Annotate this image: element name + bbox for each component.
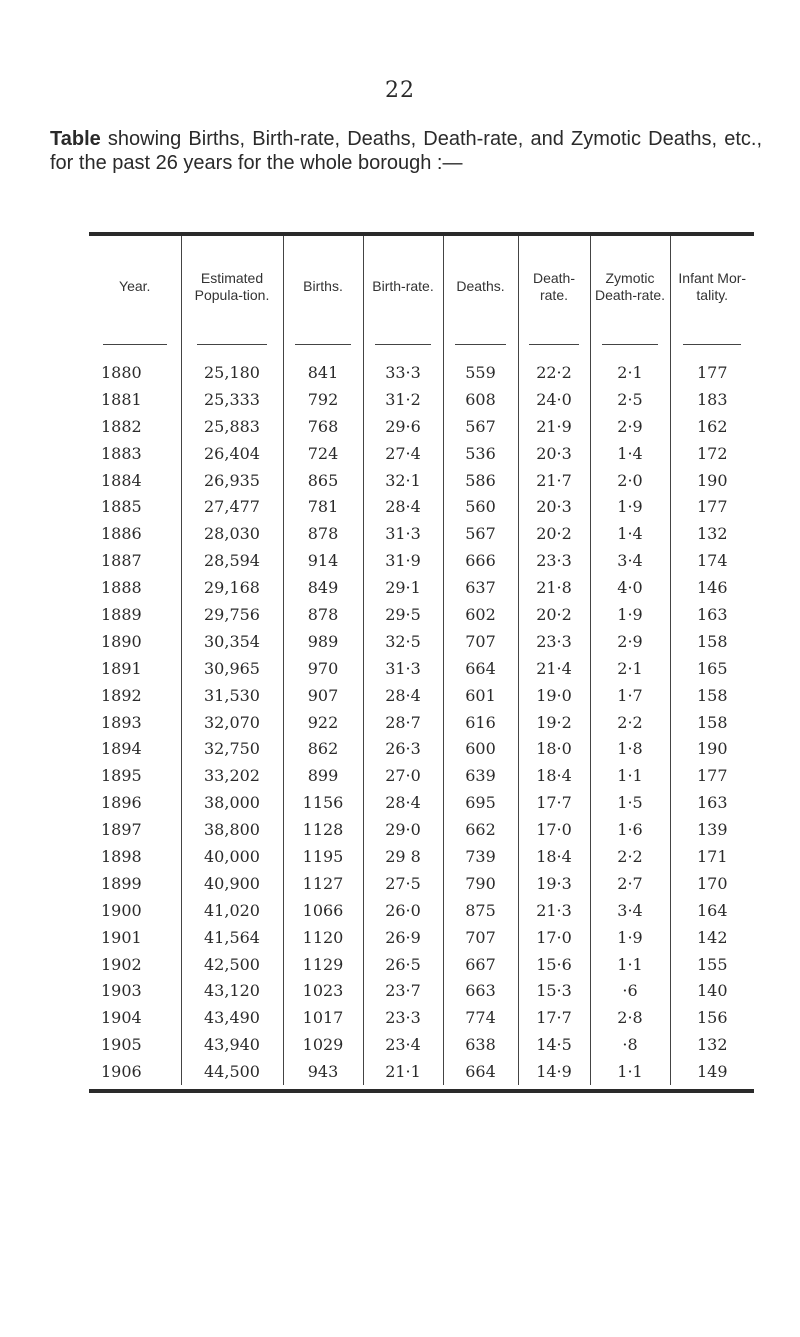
cell-deaths: 601 bbox=[443, 682, 518, 709]
table-bottom-rule bbox=[89, 1089, 754, 1093]
cell-zymotic-death-rate: ·6 bbox=[590, 977, 670, 1004]
cell-death-rate: 17·7 bbox=[518, 1004, 590, 1031]
cell-infant-mortality: 140 bbox=[670, 977, 754, 1004]
cell-births: 849 bbox=[283, 574, 363, 601]
cell-zymotic-death-rate: 2·2 bbox=[590, 709, 670, 736]
cell-year: 1884 bbox=[101, 470, 142, 490]
table-row bbox=[89, 413, 754, 440]
cell-death-rate: 20·3 bbox=[518, 493, 590, 520]
cell-population: 25,180 bbox=[181, 359, 283, 386]
cell-births: 1029 bbox=[283, 1031, 363, 1058]
cell-infant-mortality: 163 bbox=[670, 789, 754, 816]
cell-year: 1885 bbox=[101, 497, 142, 517]
cell-births: 943 bbox=[283, 1058, 363, 1085]
cell-year: 1895 bbox=[101, 766, 142, 786]
table-row bbox=[89, 897, 754, 924]
cell-zymotic-death-rate: 2·7 bbox=[590, 870, 670, 897]
header-death-rate: Death-rate. bbox=[518, 236, 590, 337]
cell-births: 970 bbox=[283, 655, 363, 682]
cell-year: 1899 bbox=[101, 873, 142, 893]
cell-births: 768 bbox=[283, 413, 363, 440]
table-row bbox=[89, 359, 754, 386]
cell-population: 41,564 bbox=[181, 924, 283, 951]
cell-death-rate: 18·4 bbox=[518, 762, 590, 789]
cell-births: 1127 bbox=[283, 870, 363, 897]
cell-zymotic-death-rate: 2·1 bbox=[590, 359, 670, 386]
cell-births: 878 bbox=[283, 520, 363, 547]
cell-zymotic-death-rate: 1·9 bbox=[590, 601, 670, 628]
cell-year: 1901 bbox=[101, 927, 142, 947]
header-underline bbox=[375, 344, 430, 345]
cell-infant-mortality: 177 bbox=[670, 762, 754, 789]
table-row bbox=[89, 547, 754, 574]
cell-zymotic-death-rate: 1·1 bbox=[590, 951, 670, 978]
table-row bbox=[89, 1031, 754, 1058]
cell-zymotic-death-rate: 1·5 bbox=[590, 789, 670, 816]
cell-death-rate: 23·3 bbox=[518, 547, 590, 574]
cell-infant-mortality: 164 bbox=[670, 897, 754, 924]
cell-population: 25,883 bbox=[181, 413, 283, 440]
cell-zymotic-death-rate: 1·1 bbox=[590, 762, 670, 789]
cell-births: 1129 bbox=[283, 951, 363, 978]
cell-year: 1896 bbox=[101, 793, 142, 813]
table-row bbox=[89, 467, 754, 494]
header-underline bbox=[455, 344, 507, 345]
header-underline bbox=[197, 344, 268, 345]
cell-infant-mortality: 183 bbox=[670, 386, 754, 413]
cell-infant-mortality: 132 bbox=[670, 1031, 754, 1058]
cell-deaths: 695 bbox=[443, 789, 518, 816]
cell-births: 1195 bbox=[283, 843, 363, 870]
cell-deaths: 663 bbox=[443, 977, 518, 1004]
cell-infant-mortality: 165 bbox=[670, 655, 754, 682]
header-underline bbox=[683, 344, 741, 345]
cell-infant-mortality: 177 bbox=[670, 359, 754, 386]
cell-deaths: 616 bbox=[443, 709, 518, 736]
cell-deaths: 662 bbox=[443, 816, 518, 843]
cell-year: 1883 bbox=[101, 443, 142, 463]
cell-population: 43,940 bbox=[181, 1031, 283, 1058]
cell-year: 1904 bbox=[101, 1008, 142, 1028]
cell-birth-rate: 28·4 bbox=[363, 493, 443, 520]
cell-population: 30,965 bbox=[181, 655, 283, 682]
cell-zymotic-death-rate: 4·0 bbox=[590, 574, 670, 601]
cell-births: 1023 bbox=[283, 977, 363, 1004]
cell-deaths: 586 bbox=[443, 467, 518, 494]
cell-infant-mortality: 162 bbox=[670, 413, 754, 440]
cell-year: 1900 bbox=[101, 900, 142, 920]
cell-death-rate: 21·9 bbox=[518, 413, 590, 440]
cell-deaths: 608 bbox=[443, 386, 518, 413]
cell-birth-rate: 23·3 bbox=[363, 1004, 443, 1031]
page-number: 22 bbox=[385, 78, 415, 103]
cell-deaths: 707 bbox=[443, 924, 518, 951]
cell-population: 38,000 bbox=[181, 789, 283, 816]
cell-year: 1881 bbox=[101, 389, 142, 409]
cell-birth-rate: 31·9 bbox=[363, 547, 443, 574]
cell-zymotic-death-rate: 1·9 bbox=[590, 924, 670, 951]
cell-deaths: 790 bbox=[443, 870, 518, 897]
cell-deaths: 536 bbox=[443, 440, 518, 467]
cell-birth-rate: 26·3 bbox=[363, 735, 443, 762]
cell-population: 42,500 bbox=[181, 951, 283, 978]
header-underline bbox=[602, 344, 657, 345]
cell-deaths: 560 bbox=[443, 493, 518, 520]
cell-births: 1017 bbox=[283, 1004, 363, 1031]
cell-deaths: 602 bbox=[443, 601, 518, 628]
cell-death-rate: 17·0 bbox=[518, 924, 590, 951]
table-row bbox=[89, 762, 754, 789]
cell-population: 30,354 bbox=[181, 628, 283, 655]
header-underline bbox=[103, 344, 167, 345]
cell-year: 1889 bbox=[101, 604, 142, 624]
cell-population: 27,477 bbox=[181, 493, 283, 520]
cell-population: 44,500 bbox=[181, 1058, 283, 1085]
cell-deaths: 559 bbox=[443, 359, 518, 386]
cell-birth-rate: 27·5 bbox=[363, 870, 443, 897]
cell-zymotic-death-rate: 3·4 bbox=[590, 897, 670, 924]
cell-death-rate: 21·7 bbox=[518, 467, 590, 494]
cell-birth-rate: 31·2 bbox=[363, 386, 443, 413]
cell-births: 1156 bbox=[283, 789, 363, 816]
cell-deaths: 567 bbox=[443, 520, 518, 547]
table-body bbox=[89, 359, 754, 1085]
cell-birth-rate: 26·9 bbox=[363, 924, 443, 951]
table-row bbox=[89, 1058, 754, 1085]
cell-deaths: 667 bbox=[443, 951, 518, 978]
cell-deaths: 666 bbox=[443, 547, 518, 574]
cell-population: 32,070 bbox=[181, 709, 283, 736]
cell-births: 724 bbox=[283, 440, 363, 467]
cell-infant-mortality: 132 bbox=[670, 520, 754, 547]
cell-population: 29,168 bbox=[181, 574, 283, 601]
cell-deaths: 638 bbox=[443, 1031, 518, 1058]
cell-population: 40,000 bbox=[181, 843, 283, 870]
cell-year: 1905 bbox=[101, 1035, 142, 1055]
cell-death-rate: 17·7 bbox=[518, 789, 590, 816]
table-row bbox=[89, 574, 754, 601]
header-zymotic-death-rate: Zymotic Death-rate. bbox=[590, 236, 670, 337]
caption-lead: Table bbox=[50, 128, 101, 150]
table-row bbox=[89, 843, 754, 870]
cell-birth-rate: 29·6 bbox=[363, 413, 443, 440]
table-row bbox=[89, 870, 754, 897]
header-underline bbox=[529, 344, 579, 345]
header-deaths: Deaths. bbox=[443, 236, 518, 337]
cell-zymotic-death-rate: 2·0 bbox=[590, 467, 670, 494]
cell-deaths: 637 bbox=[443, 574, 518, 601]
table-caption bbox=[50, 127, 762, 175]
cell-births: 922 bbox=[283, 709, 363, 736]
cell-zymotic-death-rate: 1·7 bbox=[590, 682, 670, 709]
cell-births: 1120 bbox=[283, 924, 363, 951]
cell-birth-rate: 28·4 bbox=[363, 682, 443, 709]
cell-population: 28,594 bbox=[181, 547, 283, 574]
table-row bbox=[89, 682, 754, 709]
cell-infant-mortality: 190 bbox=[670, 735, 754, 762]
cell-year: 1902 bbox=[101, 954, 142, 974]
cell-birth-rate: 27·4 bbox=[363, 440, 443, 467]
table-row bbox=[89, 1004, 754, 1031]
table-row bbox=[89, 924, 754, 951]
cell-infant-mortality: 171 bbox=[670, 843, 754, 870]
cell-population: 32,750 bbox=[181, 735, 283, 762]
cell-death-rate: 15·6 bbox=[518, 951, 590, 978]
cell-infant-mortality: 139 bbox=[670, 816, 754, 843]
cell-births: 1128 bbox=[283, 816, 363, 843]
table-row bbox=[89, 709, 754, 736]
cell-births: 781 bbox=[283, 493, 363, 520]
cell-population: 29,756 bbox=[181, 601, 283, 628]
cell-infant-mortality: 155 bbox=[670, 951, 754, 978]
cell-births: 878 bbox=[283, 601, 363, 628]
cell-birth-rate: 29 8 bbox=[363, 843, 443, 870]
header-underline-row bbox=[89, 337, 754, 359]
cell-birth-rate: 31·3 bbox=[363, 520, 443, 547]
cell-birth-rate: 33·3 bbox=[363, 359, 443, 386]
statistics-grid bbox=[89, 236, 754, 1085]
cell-death-rate: 20·2 bbox=[518, 520, 590, 547]
table-row bbox=[89, 493, 754, 520]
cell-death-rate: 14·5 bbox=[518, 1031, 590, 1058]
cell-birth-rate: 28·7 bbox=[363, 709, 443, 736]
cell-birth-rate: 29·1 bbox=[363, 574, 443, 601]
cell-population: 26,404 bbox=[181, 440, 283, 467]
cell-population: 43,120 bbox=[181, 977, 283, 1004]
table-row bbox=[89, 386, 754, 413]
cell-population: 28,030 bbox=[181, 520, 283, 547]
cell-zymotic-death-rate: 2·9 bbox=[590, 413, 670, 440]
cell-year: 1891 bbox=[101, 658, 142, 678]
cell-birth-rate: 28·4 bbox=[363, 789, 443, 816]
cell-death-rate: 19·3 bbox=[518, 870, 590, 897]
cell-births: 862 bbox=[283, 735, 363, 762]
cell-death-rate: 21·3 bbox=[518, 897, 590, 924]
cell-zymotic-death-rate: 1·6 bbox=[590, 816, 670, 843]
header-birth-rate: Birth-rate. bbox=[363, 236, 443, 337]
cell-births: 1066 bbox=[283, 897, 363, 924]
header-population: Estimated Popula-tion. bbox=[181, 236, 283, 337]
cell-deaths: 664 bbox=[443, 655, 518, 682]
cell-population: 41,020 bbox=[181, 897, 283, 924]
cell-deaths: 664 bbox=[443, 1058, 518, 1085]
cell-death-rate: 23·3 bbox=[518, 628, 590, 655]
cell-year: 1903 bbox=[101, 981, 142, 1001]
cell-year: 1892 bbox=[101, 685, 142, 705]
cell-zymotic-death-rate: 1·9 bbox=[590, 493, 670, 520]
cell-infant-mortality: 190 bbox=[670, 467, 754, 494]
cell-infant-mortality: 146 bbox=[670, 574, 754, 601]
cell-birth-rate: 29·5 bbox=[363, 601, 443, 628]
cell-births: 841 bbox=[283, 359, 363, 386]
cell-zymotic-death-rate: 1·1 bbox=[590, 1058, 670, 1085]
cell-zymotic-death-rate: 2·8 bbox=[590, 1004, 670, 1031]
cell-zymotic-death-rate: 2·2 bbox=[590, 843, 670, 870]
table-row bbox=[89, 628, 754, 655]
cell-deaths: 707 bbox=[443, 628, 518, 655]
cell-birth-rate: 26·5 bbox=[363, 951, 443, 978]
table-row bbox=[89, 735, 754, 762]
cell-zymotic-death-rate: ·8 bbox=[590, 1031, 670, 1058]
cell-death-rate: 19·2 bbox=[518, 709, 590, 736]
cell-zymotic-death-rate: 1·4 bbox=[590, 440, 670, 467]
cell-infant-mortality: 149 bbox=[670, 1058, 754, 1085]
cell-death-rate: 15·3 bbox=[518, 977, 590, 1004]
cell-year: 1906 bbox=[101, 1062, 142, 1082]
cell-deaths: 600 bbox=[443, 735, 518, 762]
cell-birth-rate: 32·1 bbox=[363, 467, 443, 494]
caption-text: showing Births, Birth-rate, Deaths, Death-rate, and Zymotic Deaths, etc., for the past 26 years for the whole borough :— bbox=[50, 128, 762, 174]
cell-infant-mortality: 156 bbox=[670, 1004, 754, 1031]
cell-population: 26,935 bbox=[181, 467, 283, 494]
header-year: Year. bbox=[119, 278, 151, 294]
cell-population: 31,530 bbox=[181, 682, 283, 709]
cell-population: 43,490 bbox=[181, 1004, 283, 1031]
cell-births: 989 bbox=[283, 628, 363, 655]
cell-zymotic-death-rate: 2·9 bbox=[590, 628, 670, 655]
cell-birth-rate: 23·4 bbox=[363, 1031, 443, 1058]
cell-infant-mortality: 174 bbox=[670, 547, 754, 574]
cell-population: 40,900 bbox=[181, 870, 283, 897]
cell-population: 38,800 bbox=[181, 816, 283, 843]
cell-birth-rate: 21·1 bbox=[363, 1058, 443, 1085]
table-row bbox=[89, 520, 754, 547]
cell-deaths: 875 bbox=[443, 897, 518, 924]
cell-infant-mortality: 158 bbox=[670, 628, 754, 655]
header-underline bbox=[295, 344, 350, 345]
header-row bbox=[89, 236, 754, 337]
cell-deaths: 774 bbox=[443, 1004, 518, 1031]
cell-infant-mortality: 142 bbox=[670, 924, 754, 951]
cell-deaths: 567 bbox=[443, 413, 518, 440]
cell-death-rate: 17·0 bbox=[518, 816, 590, 843]
cell-death-rate: 19·0 bbox=[518, 682, 590, 709]
table-row bbox=[89, 816, 754, 843]
cell-infant-mortality: 163 bbox=[670, 601, 754, 628]
cell-year: 1880 bbox=[101, 362, 142, 382]
cell-year: 1890 bbox=[101, 631, 142, 651]
cell-infant-mortality: 177 bbox=[670, 493, 754, 520]
cell-infant-mortality: 172 bbox=[670, 440, 754, 467]
cell-year: 1893 bbox=[101, 712, 142, 732]
cell-births: 865 bbox=[283, 467, 363, 494]
cell-year: 1882 bbox=[101, 416, 142, 436]
cell-births: 899 bbox=[283, 762, 363, 789]
cell-birth-rate: 27·0 bbox=[363, 762, 443, 789]
table-row bbox=[89, 655, 754, 682]
cell-births: 792 bbox=[283, 386, 363, 413]
cell-birth-rate: 23·7 bbox=[363, 977, 443, 1004]
table-row bbox=[89, 977, 754, 1004]
cell-death-rate: 18·4 bbox=[518, 843, 590, 870]
cell-birth-rate: 26·0 bbox=[363, 897, 443, 924]
cell-birth-rate: 32·5 bbox=[363, 628, 443, 655]
cell-zymotic-death-rate: 3·4 bbox=[590, 547, 670, 574]
cell-death-rate: 22·2 bbox=[518, 359, 590, 386]
cell-births: 914 bbox=[283, 547, 363, 574]
cell-birth-rate: 31·3 bbox=[363, 655, 443, 682]
cell-births: 907 bbox=[283, 682, 363, 709]
cell-death-rate: 21·8 bbox=[518, 574, 590, 601]
cell-year: 1897 bbox=[101, 820, 142, 840]
cell-infant-mortality: 170 bbox=[670, 870, 754, 897]
cell-infant-mortality: 158 bbox=[670, 682, 754, 709]
vital-statistics-table bbox=[89, 232, 754, 1093]
cell-year: 1887 bbox=[101, 551, 142, 571]
cell-deaths: 639 bbox=[443, 762, 518, 789]
cell-death-rate: 21·4 bbox=[518, 655, 590, 682]
cell-infant-mortality: 158 bbox=[670, 709, 754, 736]
header-births: Births. bbox=[283, 236, 363, 337]
cell-zymotic-death-rate: 1·4 bbox=[590, 520, 670, 547]
cell-zymotic-death-rate: 2·5 bbox=[590, 386, 670, 413]
cell-death-rate: 20·2 bbox=[518, 601, 590, 628]
table-row bbox=[89, 789, 754, 816]
cell-deaths: 739 bbox=[443, 843, 518, 870]
cell-death-rate: 18·0 bbox=[518, 735, 590, 762]
table-row bbox=[89, 601, 754, 628]
cell-death-rate: 20·3 bbox=[518, 440, 590, 467]
table-row bbox=[89, 951, 754, 978]
cell-year: 1888 bbox=[101, 578, 142, 598]
cell-population: 25,333 bbox=[181, 386, 283, 413]
cell-population: 33,202 bbox=[181, 762, 283, 789]
cell-birth-rate: 29·0 bbox=[363, 816, 443, 843]
cell-zymotic-death-rate: 2·1 bbox=[590, 655, 670, 682]
cell-zymotic-death-rate: 1·8 bbox=[590, 735, 670, 762]
cell-year: 1898 bbox=[101, 846, 142, 866]
cell-year: 1886 bbox=[101, 524, 142, 544]
cell-death-rate: 24·0 bbox=[518, 386, 590, 413]
header-infant-mortality: Infant Mor-tality. bbox=[670, 236, 754, 337]
table-row bbox=[89, 440, 754, 467]
cell-death-rate: 14·9 bbox=[518, 1058, 590, 1085]
cell-year: 1894 bbox=[101, 739, 142, 759]
